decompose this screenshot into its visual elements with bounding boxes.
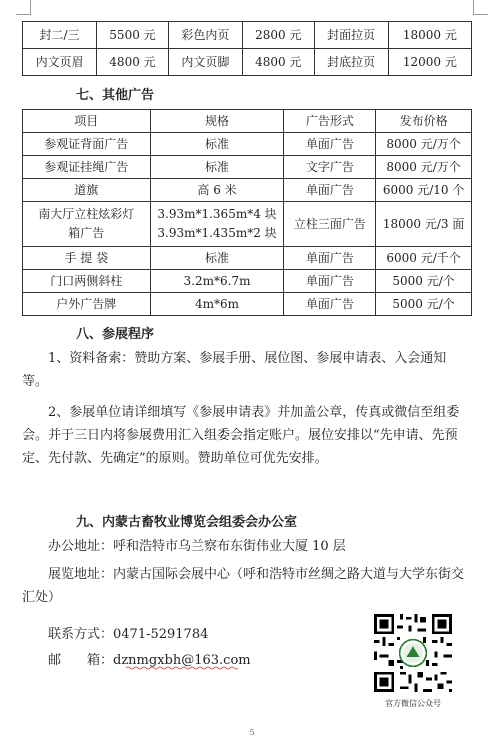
table-row — [23, 49, 472, 76]
email-address[interactable]: dznmgxbh@163.com — [113, 653, 251, 668]
table-cell: 内文页脚 — [168, 49, 242, 76]
table-cell: 彩色内页 — [168, 22, 242, 49]
ad-item — [23, 202, 151, 247]
ad-spec — [150, 202, 284, 247]
ad-price: 6000 元/千个 — [376, 247, 472, 270]
ad-form: 单面广告 — [284, 133, 376, 156]
spellcheck-underline — [126, 666, 238, 670]
ad-spec: 标准 — [150, 247, 284, 270]
table-row — [23, 270, 472, 293]
table-row — [23, 293, 472, 316]
column-header: 规格 — [150, 110, 284, 133]
table-cell: 4800 元 — [97, 49, 169, 76]
table-cell: 18000 元 — [388, 22, 471, 49]
table-row — [23, 202, 472, 247]
ad-spec: 4m*6m — [150, 293, 284, 316]
table-cell: 封二/三 — [23, 22, 97, 49]
table-row — [23, 179, 472, 202]
ad-form: 文字广告 — [284, 156, 376, 179]
contact-phone: 联系方式：0471-5291784 — [48, 627, 209, 642]
ad-price: 8000 元/万个 — [376, 156, 472, 179]
procedure-paragraph-2: 2、参展单位请详细填写《参展申请表》并加盖公章，传真或微信至组委会。并于三日内将参展费用汇入组委会指定账户。展位安排以“先申请、先预定、先付款、先确定”的原则。赞助单位可优先安排。 — [22, 405, 460, 466]
section-9-title: 九、内蒙古畜牧业博览会组委会办公室 — [76, 515, 298, 530]
table-cell: 封底拉页 — [314, 49, 388, 76]
ad-form: 单面广告 — [284, 179, 376, 202]
table-cell: 封面拉页 — [314, 22, 388, 49]
venue-address: 展览地址：内蒙古国际会展中心（呼和浩特市丝绸之路大道与大学东街交汇处） — [22, 567, 465, 605]
ad-item: 道旗 — [23, 179, 151, 202]
ad-item: 参观证挂绳广告 — [23, 156, 151, 179]
email-label: 邮 箱： — [48, 653, 114, 668]
ad-form: 单面广告 — [284, 270, 376, 293]
section-8-title: 八、参展程序 — [76, 327, 155, 342]
ad-price: 6000 元/10 个 — [376, 179, 472, 202]
page-corner-mark — [16, 0, 31, 15]
top-price-table — [22, 21, 472, 76]
ad-item: 参观证背面广告 — [23, 133, 151, 156]
ad-item: 手 提 袋 — [23, 247, 151, 270]
ad-spec: 3.2m*6.7m — [150, 270, 284, 293]
ad-form: 立柱三面广告 — [284, 202, 376, 247]
column-header: 广告形式 — [284, 110, 376, 133]
ad-price: 18000 元/3 面 — [376, 202, 472, 247]
table-row — [23, 133, 472, 156]
procedure-paragraph-1: 1、资料备索：赞助方案、参展手册、展位图、参展申请表、入会通知等。 — [22, 351, 447, 389]
ad-spec-line: 3.93m*1.365m*4 块 — [157, 207, 277, 221]
ad-form: 单面广告 — [284, 247, 376, 270]
ad-spec: 标准 — [150, 133, 284, 156]
table-cell: 2800 元 — [242, 22, 314, 49]
ad-price: 5000 元/个 — [376, 293, 472, 316]
other-ads-table — [22, 109, 472, 316]
ad-item: 户外广告牌 — [23, 293, 151, 316]
ad-item-line: 箱广告 — [68, 226, 105, 240]
office-address: 办公地址：呼和浩特市乌兰察布东街伟业大厦 10 层 — [48, 539, 346, 554]
wechat-qr-code-icon — [371, 611, 455, 695]
section-7-title: 七、其他广告 — [76, 88, 155, 103]
ad-item-line: 南大厅立柱炫彩灯 — [38, 207, 135, 221]
ad-form: 单面广告 — [284, 293, 376, 316]
ad-price: 5000 元/个 — [376, 270, 472, 293]
page-number: 5 — [249, 728, 255, 737]
page-corner-mark — [473, 0, 488, 15]
table-row — [23, 247, 472, 270]
table-row — [23, 156, 472, 179]
ad-price: 8000 元/万个 — [376, 133, 472, 156]
table-cell: 4800 元 — [242, 49, 314, 76]
table-cell: 内文页眉 — [23, 49, 97, 76]
ad-spec-line: 3.93m*1.435m*2 块 — [157, 226, 277, 240]
ad-spec: 标准 — [150, 156, 284, 179]
table-header-row — [23, 110, 472, 133]
table-cell: 5500 元 — [97, 22, 169, 49]
table-cell: 12000 元 — [388, 49, 471, 76]
table-row — [23, 22, 472, 49]
qr-caption: 官方微信公众号 — [385, 699, 441, 708]
column-header: 项目 — [23, 110, 151, 133]
ad-item: 门口两侧斜柱 — [23, 270, 151, 293]
column-header: 发布价格 — [376, 110, 472, 133]
ad-spec: 高 6 米 — [150, 179, 284, 202]
